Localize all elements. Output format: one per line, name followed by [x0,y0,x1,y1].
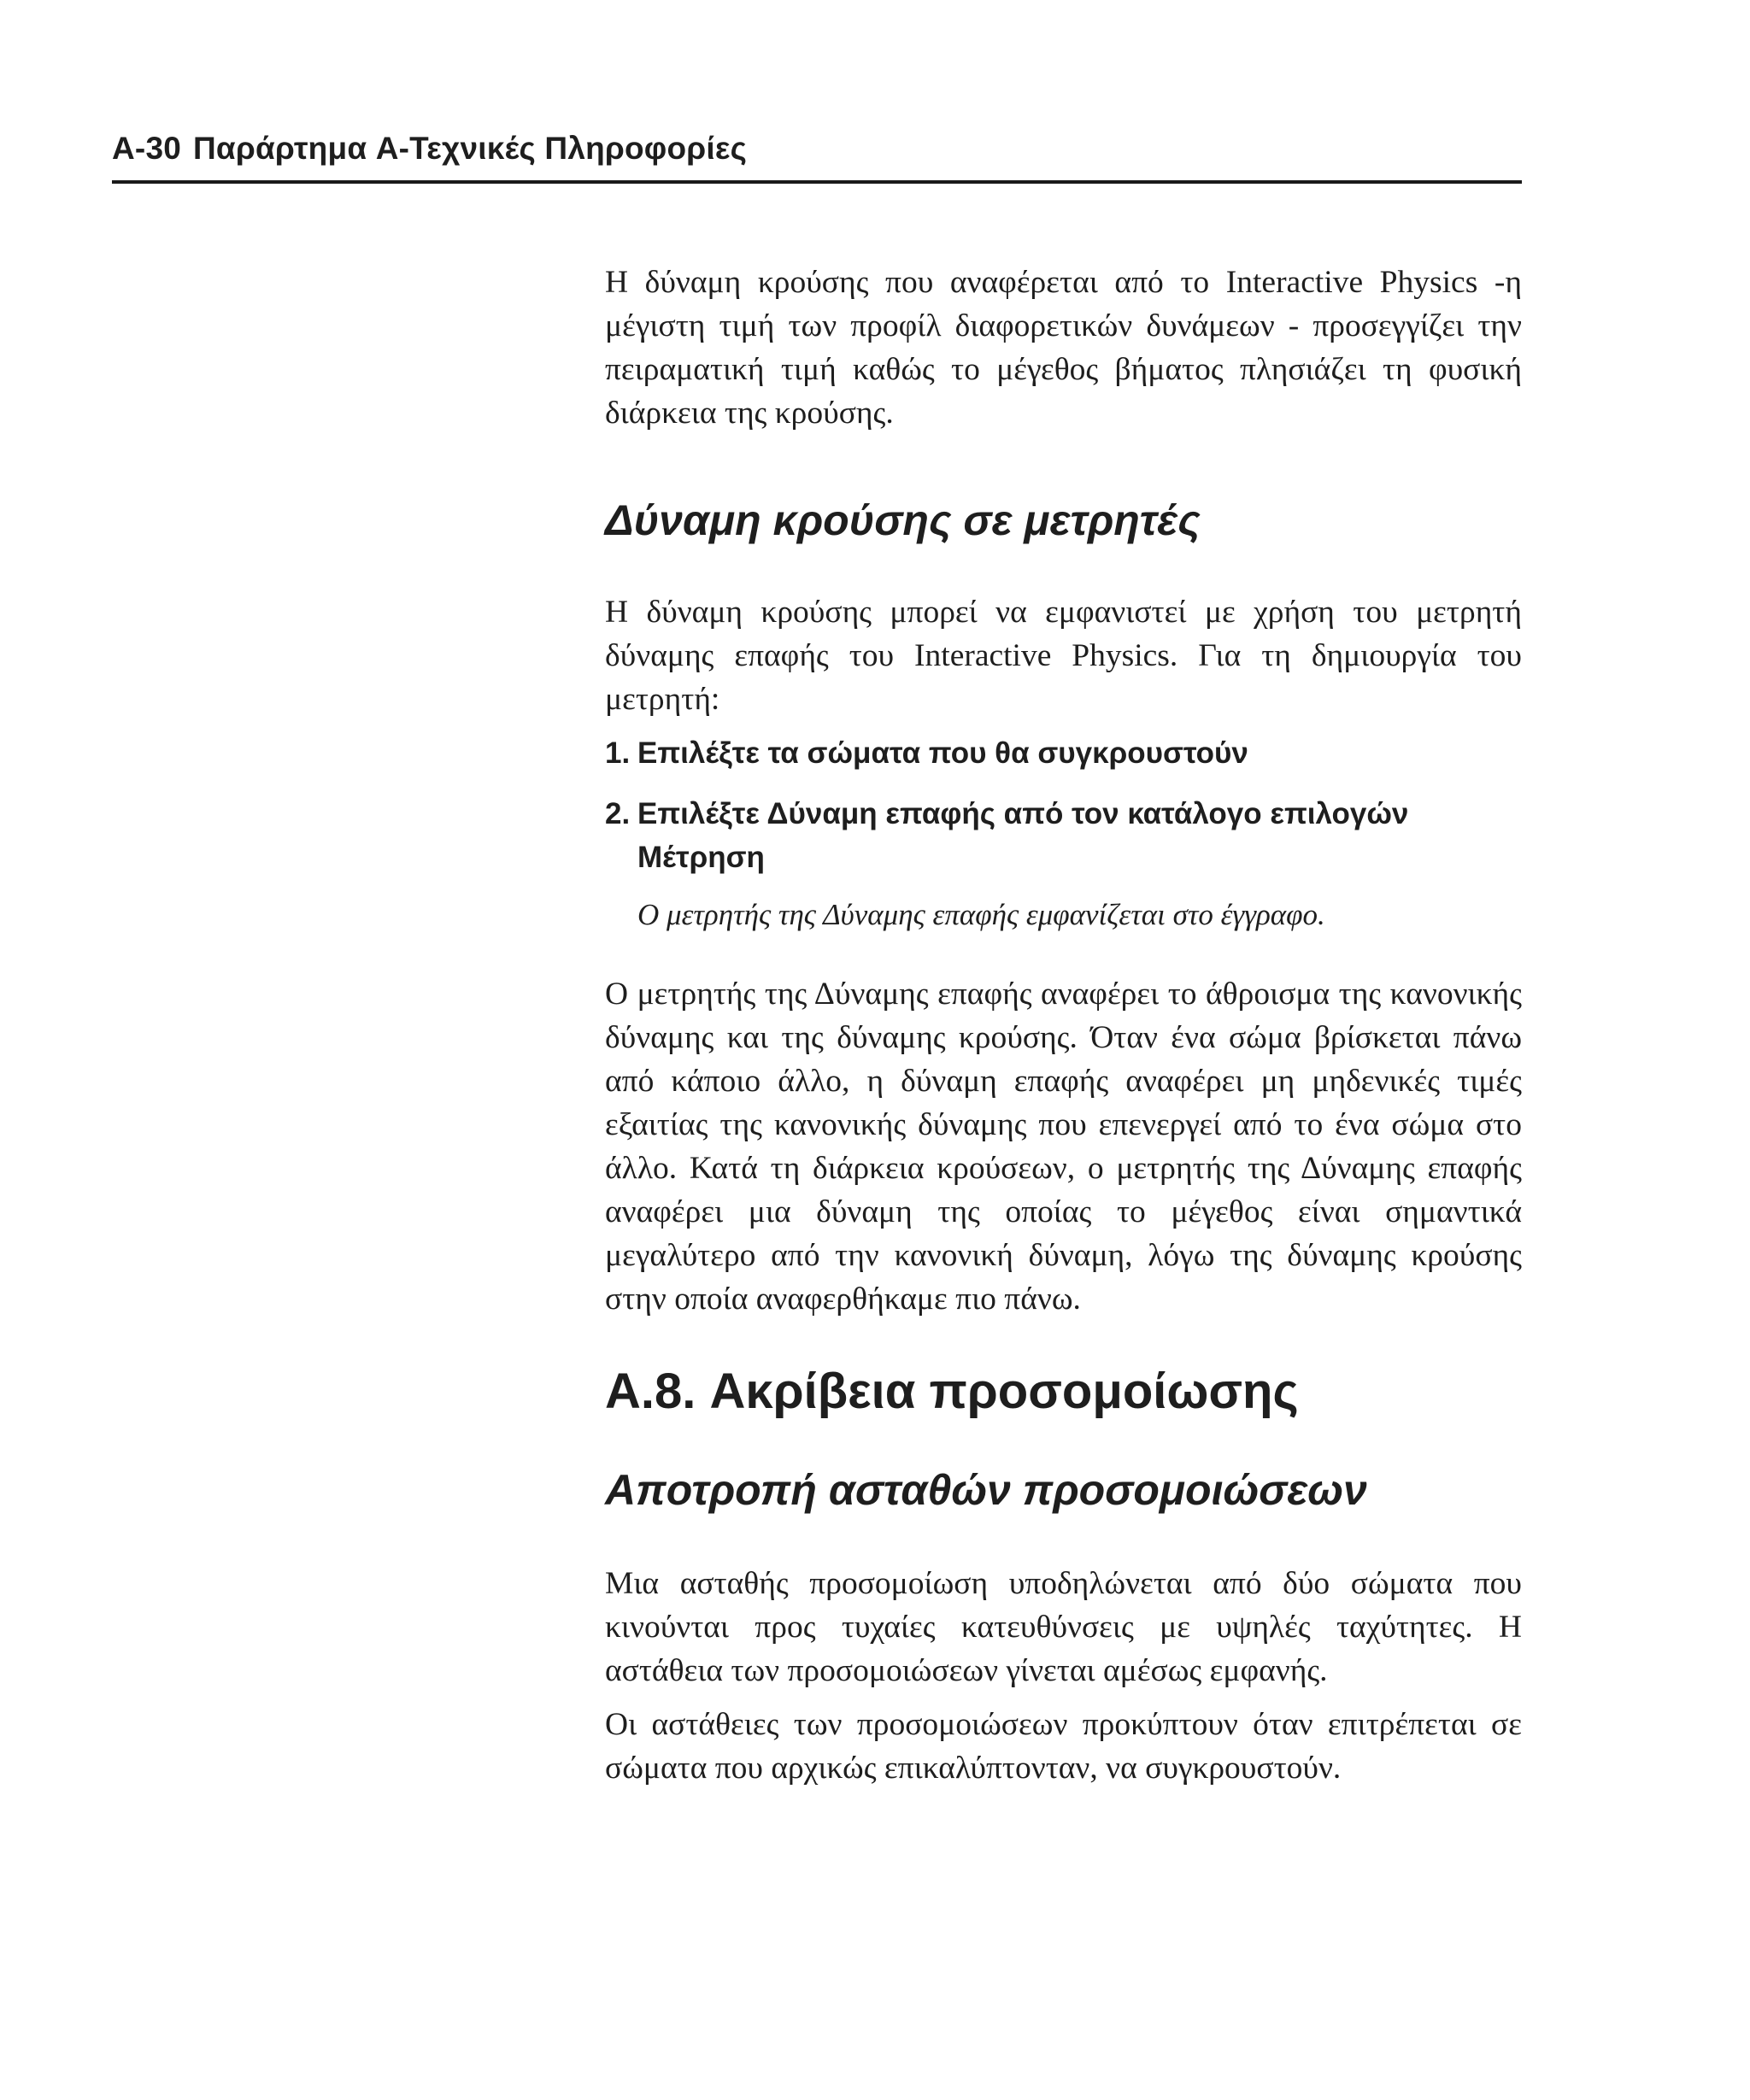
paragraph-unstable-cause: Οι αστάθειες των προσομοιώσεων προκύπτουν όταν επιτρέπεται σε σώματα που αρχικώς επικαλύπτονταν, να συγκρουστούν. [605,1707,1522,1786]
header-title: Παράρτημα A-Τεχνικές Πληροφορίες [193,131,748,166]
page-number: A-30 [112,131,181,166]
step-2-number: 2. [605,797,631,830]
main-content [605,261,1522,1790]
heading-unstable-simulations: Αποτροπή ασταθών προσομοιώσεων [605,1466,1367,1514]
paragraph-meter-intro: Η δύναμη κρούσης μπορεί να εμφανιστεί με χρήση του μετρητή δύναμης επαφής του Interactive Physics. Για τη δημιουργία του μετρητή: [605,595,1522,717]
heading-impact-force-meters: Δύναμη κρούσης σε μετρητές [605,496,1201,544]
header-rule [112,180,1522,184]
paragraph-contact-force: Ο μετρητής της Δύναμης επαφής αναφέρει το άθροισμα της κανονικής δύναμης και της δύναμης κρούσης. Όταν ένα σώμα βρίσκεται πάνω από κάποιο άλλο, η δύναμη επαφής αναφέρει μη μηδενικές τιμές εξαιτίας της κανονικής δύναμης που επενεργεί από το ένα σώμα στο άλλο. Κατά τη διάρκεια κρούσεων, ο μετρητής της Δύναμης επαφής αναφέρει μια δύναμη της οποίας το μέγεθος είναι σημαντικά μεγαλύτερο από την κανονική δύναμη, λόγω της δύναμης κρούσης στην οποία αναφερθήκαμε πιο πάνω. [605,977,1522,1317]
running-header [112,128,1522,169]
step-2 [605,792,1522,879]
section-title-simulation-accuracy: A.8. Ακρίβεια προσομοίωσης [605,1364,1299,1419]
step-2-text: Επιλέξτε Δύναμη επαφής από τον κατάλογο επιλογών Μέτρηση [637,797,1409,874]
step-1-text: Επιλέξτε τα σώματα που θα συγκρουστούν [637,736,1248,770]
step-1 [605,731,1522,775]
paragraph-impact-force: Η δύναμη κρούσης που αναφέρεται από το Interactive Physics -η μέγιστη τιμή των προφίλ διαφορετικών δυνάμεων - προσεγγίζει την πειραματική τιμή καθώς το μέγεθος βήματος πλησιάζει τη φυσική διάρκεια της κρούσης. [605,265,1522,431]
step-result-text: Ο μετρητής της Δύναμης επαφής εμφανίζεται στο έγγραφο. [637,898,1325,931]
step-1-number: 1. [605,736,631,770]
paragraph-unstable-definition: Μια ασταθής προσομοίωση υποδηλώνεται από δύο σώματα που κινούνται προς τυχαίες κατευθύνσεις με υψηλές ταχύτητες. Η αστάθεια των προσομοιώσεων γίνεται αμέσως εμφανής. [605,1566,1522,1688]
